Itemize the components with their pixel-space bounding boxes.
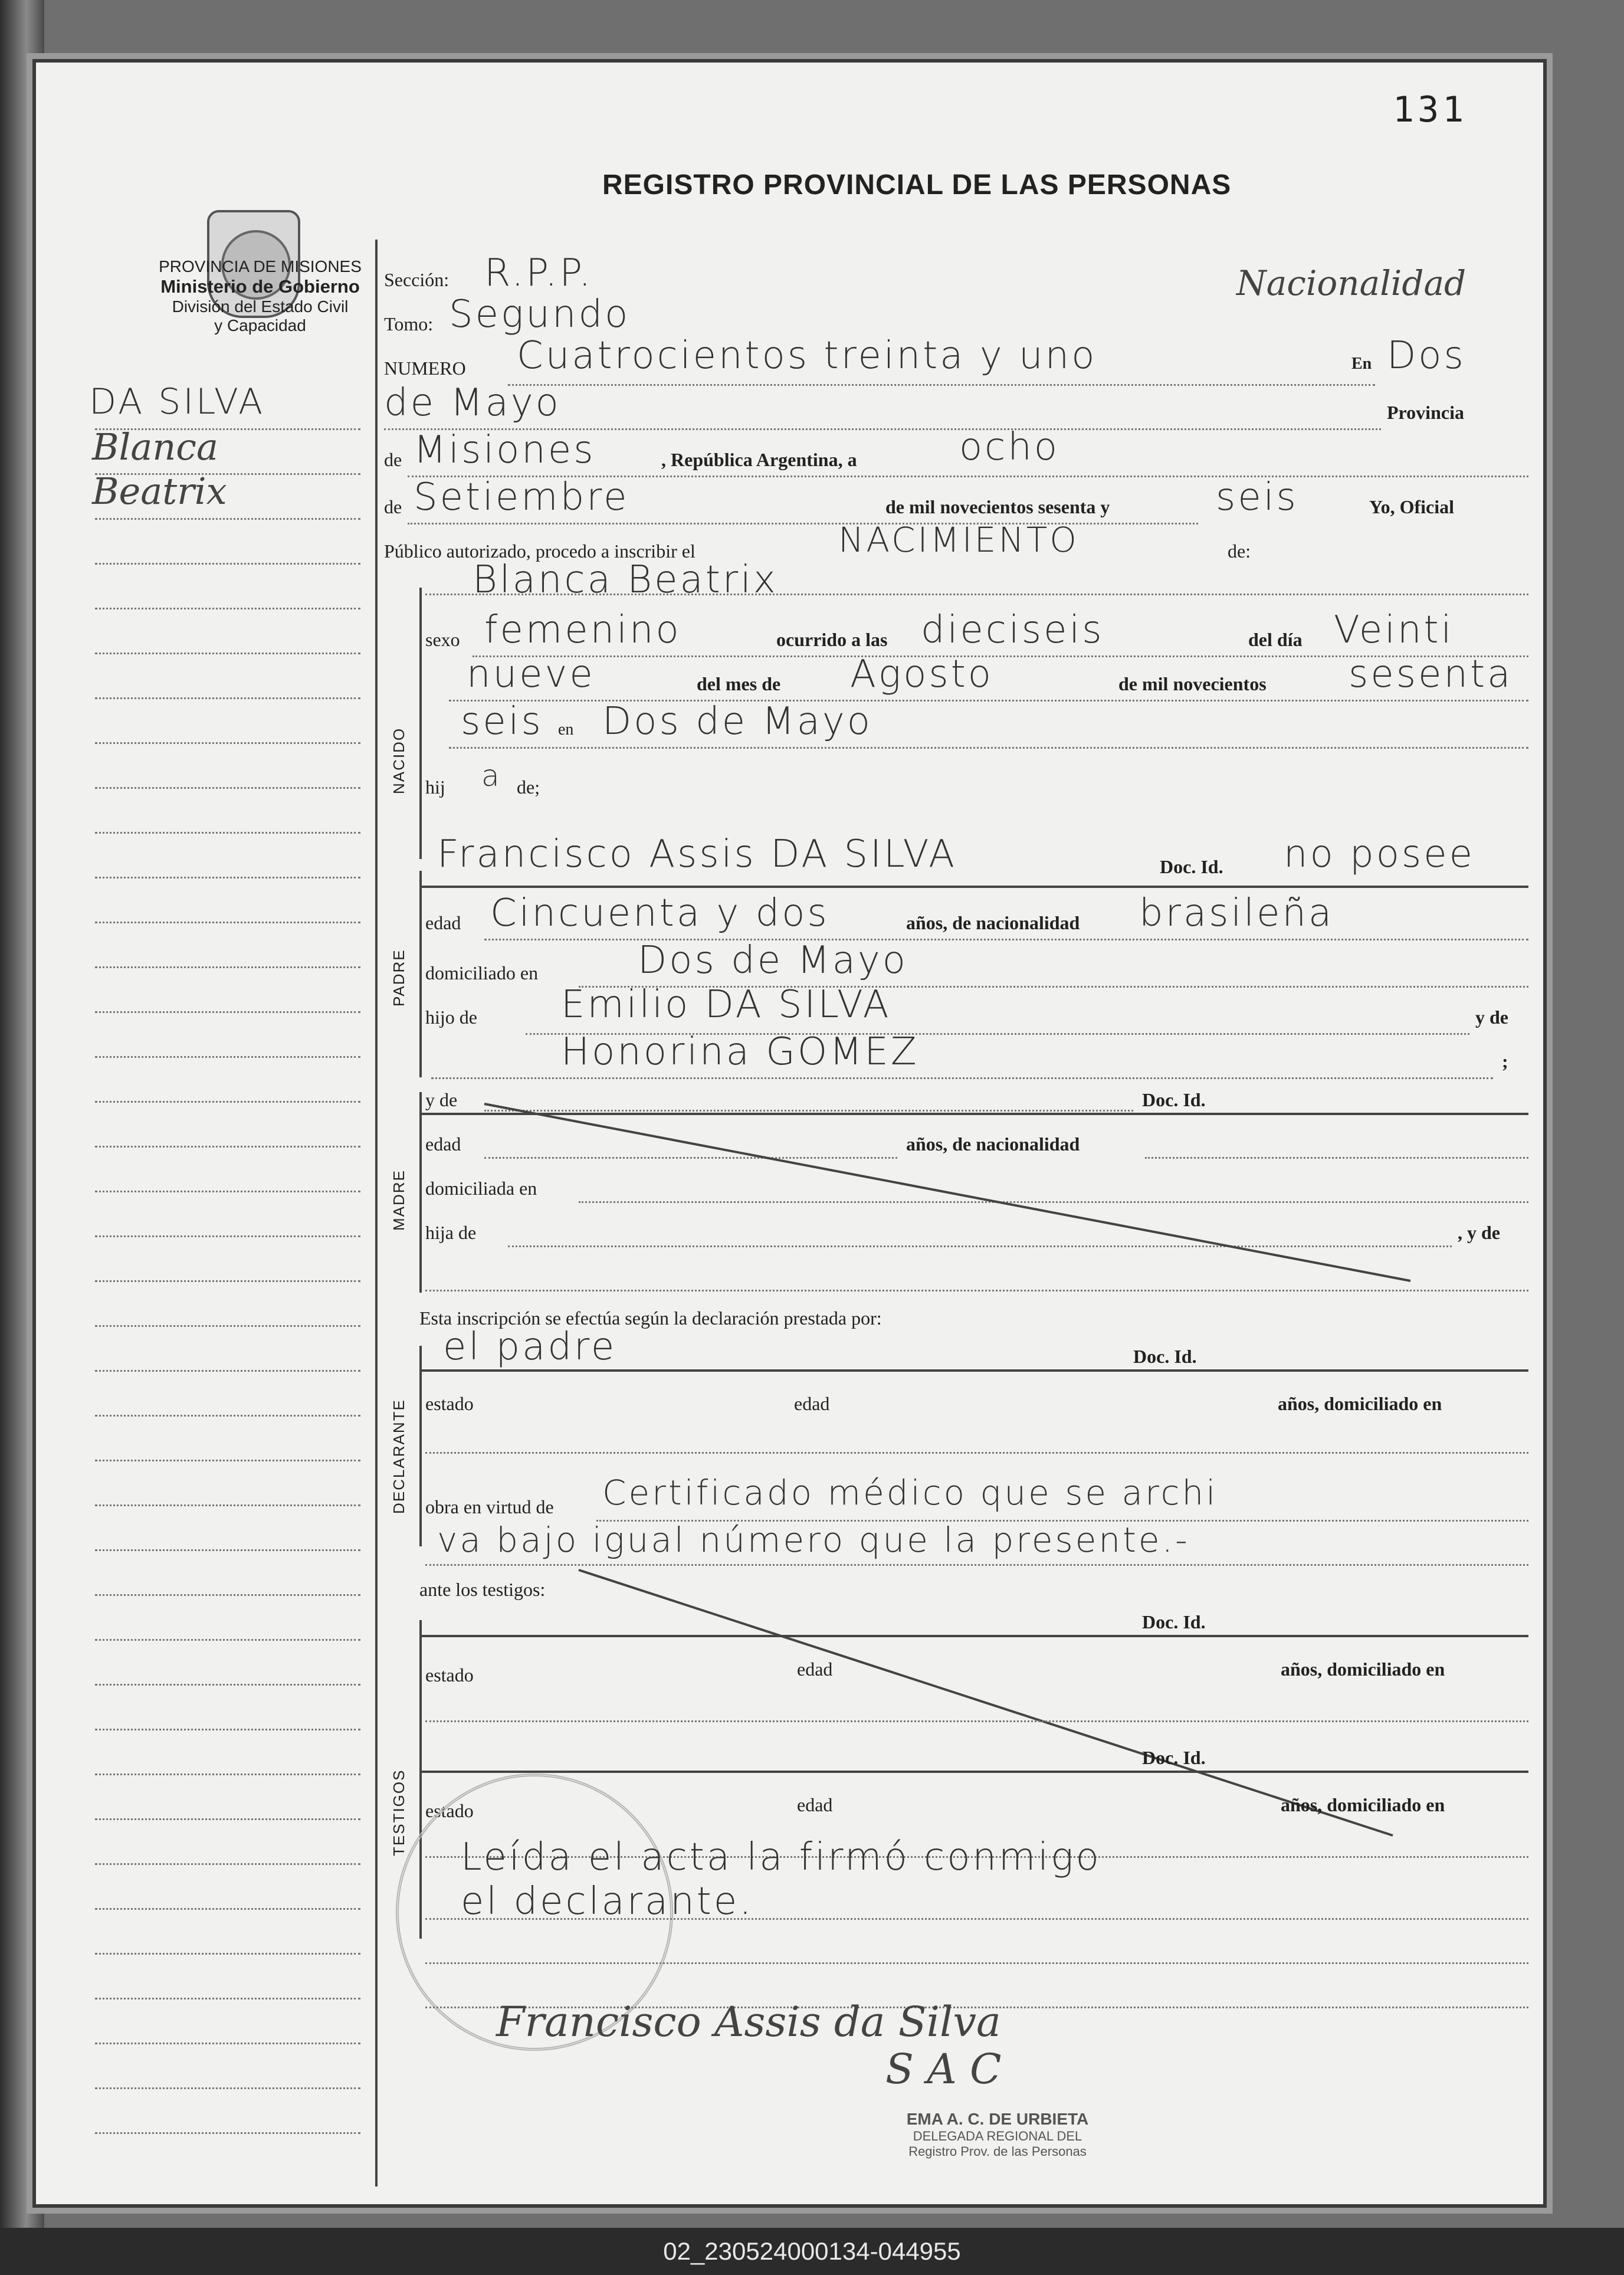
officer-registry: Registro Prov. de las Personas <box>908 2144 1087 2159</box>
label-inscripcion: Esta inscripción se efectúa según la declaración prestada por: <box>419 1307 882 1329</box>
value-mes-nac: Agosto <box>850 653 993 696</box>
value-numero: Cuatrocientos treinta y uno <box>517 334 1097 378</box>
value-anio-nac-2: seis <box>461 700 543 743</box>
label-tomo: Tomo: <box>384 313 434 335</box>
value-padre-doc: no posee <box>1284 832 1475 876</box>
label-doc-id-madre: Doc. Id. <box>1142 1089 1206 1110</box>
page-number: 131 <box>1393 89 1468 130</box>
label-de-mil: de mil novecientos sesenta y <box>885 496 1110 517</box>
value-seccion: R.P.P. <box>484 251 593 295</box>
label-estado-testigo-1: estado <box>425 1664 474 1686</box>
rule-testigo-2 <box>419 1771 1528 1773</box>
label-yo-oficial: Yo, Oficial <box>1369 496 1454 517</box>
line-cierre <box>425 1918 1528 1920</box>
section-testigos: TESTIGOS <box>390 1769 408 1856</box>
label-hijo-de: hijo de <box>425 1007 477 1028</box>
value-sexo: femenino <box>484 608 681 652</box>
value-lugar: de Mayo <box>384 381 561 425</box>
registry-page <box>32 59 1547 2208</box>
label-domiciliado: domiciliado en <box>425 962 539 984</box>
label-hij: hij <box>425 776 445 798</box>
label-edad-testigo-2: edad <box>797 1794 833 1815</box>
officer-title: DELEGADA REGIONAL DEL <box>913 2129 1082 2143</box>
label-obra: obra en virtud de <box>425 1496 554 1517</box>
header-division-1: División del Estado Civil <box>172 297 349 316</box>
value-anio-nac-1: sesenta <box>1349 653 1513 696</box>
header-ministry: Ministerio de Gobierno <box>160 276 360 297</box>
value-hora: dieciseis <box>921 608 1104 652</box>
section-declarante: DECLARANTE <box>390 1399 408 1514</box>
value-padre-edad: Cincuenta y dos <box>490 891 829 935</box>
label-anos-nac-madre: años, de nacionalidad <box>906 1133 1080 1155</box>
label-edad-madre: edad <box>425 1133 461 1155</box>
label-numero: NUMERO <box>384 358 466 379</box>
strike-lines <box>36 63 1543 2204</box>
line-cierre-2 <box>425 1962 1528 1964</box>
margin-name-1: Blanca <box>92 425 218 468</box>
section-madre: MADRE <box>390 1169 408 1231</box>
rule-declarante <box>419 1369 1528 1372</box>
page-title: REGISTRO PROVINCIAL DE LAS PERSONAS <box>602 169 1232 201</box>
value-mes: Setiembre <box>414 476 629 519</box>
value-padre-dom: Dos de Mayo <box>638 939 908 982</box>
value-cierre-1: Leída el acta la firmó conmigo <box>461 1835 1101 1879</box>
label-seccion: Sección: <box>384 269 450 290</box>
rule-testigo-1 <box>419 1635 1528 1637</box>
label-doc-id-testigo-1: Doc. Id. <box>1142 1611 1206 1633</box>
label-republica: , República Argentina, a <box>661 449 857 470</box>
label-hija-de: hija de <box>425 1222 477 1243</box>
label-anos-dom-declarante: años, domiciliado en <box>1278 1393 1442 1414</box>
value-abuela: Honorina GOMEZ <box>561 1030 919 1074</box>
margin-note: Nacionalidad <box>1236 263 1466 303</box>
header-division-2: y Capacidad <box>214 316 306 335</box>
label-anos-dom-testigo-1: años, domiciliado en <box>1281 1658 1445 1680</box>
label-edad-padre: edad <box>425 912 461 933</box>
footer-id: 02_230524000134-044955 <box>0 2228 1624 2275</box>
signature-oficial: S A C <box>885 2045 1002 2093</box>
margin-surname: DA SILVA <box>89 381 265 422</box>
label-estado-declarante: estado <box>425 1393 474 1414</box>
label-domiciliada: domiciliada en <box>425 1178 537 1199</box>
section-padre: PADRE <box>390 949 408 1007</box>
label-y-de-madre: y de <box>425 1089 458 1110</box>
value-padre: Francisco Assis DA SILVA <box>437 832 957 876</box>
value-en: Dos <box>1387 334 1466 378</box>
value-dia: ocho <box>959 425 1060 469</box>
value-acto: NACIMIENTO <box>838 520 1079 560</box>
value-hij: a <box>481 759 502 793</box>
value-obra-1: Certificado médico que se archi <box>602 1473 1218 1513</box>
value-cierre-2: el declarante. <box>461 1880 754 1923</box>
section-nacido: NACIDO <box>390 727 408 794</box>
value-padre-nac: brasileña <box>1139 891 1334 935</box>
label-doc-id-declarante: Doc. Id. <box>1133 1346 1197 1367</box>
value-obra-2: va bajo igual número que la presente.- <box>437 1520 1190 1560</box>
label-de-colon: de: <box>1228 540 1251 562</box>
declarante-bracket <box>419 1346 422 1546</box>
line-obra-2 <box>425 1564 1528 1566</box>
value-nombre: Blanca Beatrix <box>473 558 778 602</box>
officer-name: EMA A. C. DE URBIETA <box>906 2110 1089 2128</box>
value-abuelo: Emilio DA SILVA <box>561 983 891 1027</box>
label-doc-id-testigo-2: Doc. Id. <box>1142 1747 1206 1768</box>
label-anos-nac-padre: años, de nacionalidad <box>906 912 1080 933</box>
value-declarante: el padre <box>443 1325 617 1369</box>
value-dia-nac-2: nueve <box>467 653 595 696</box>
value-tomo: Segundo <box>449 293 631 336</box>
label-estado-testigo-2: estado <box>425 1800 474 1821</box>
label-en: En <box>1351 355 1372 373</box>
header-province: PROVINCIA DE MISIONES <box>159 257 362 276</box>
line-testigo-1 <box>425 1720 1528 1722</box>
value-dia-nac-1: Veinti <box>1334 608 1454 652</box>
margin-name-2: Beatrix <box>92 470 227 513</box>
value-anio: seis <box>1216 476 1298 519</box>
line-estado-declarante <box>425 1452 1528 1454</box>
label-publico: Público autorizado, procedo a inscribir el <box>384 540 695 562</box>
value-lugar-nac: Dos de Mayo <box>602 700 872 743</box>
label-sexo: sexo <box>425 629 460 650</box>
label-de-2: de <box>384 496 402 517</box>
label-y-de-comma: , y de <box>1458 1222 1500 1243</box>
officer-stamp <box>874 2110 1121 2159</box>
signature-declarante: Francisco Assis da Silva <box>496 1998 1001 2046</box>
value-provincia: Misiones <box>414 428 596 472</box>
label-anos-dom-testigo-2: años, domiciliado en <box>1281 1794 1445 1815</box>
label-edad-declarante: edad <box>794 1393 830 1414</box>
label-edad-testigo-1: edad <box>797 1658 833 1680</box>
label-provincia: Provincia <box>1387 402 1464 423</box>
line-obra-1 <box>596 1520 1528 1522</box>
label-del-dia: del día <box>1248 629 1303 650</box>
label-ante: ante los testigos: <box>419 1579 546 1600</box>
label-y-de-padre: y de <box>1475 1007 1508 1028</box>
label-de-1: de <box>384 449 402 470</box>
label-semicolon: ; <box>1502 1051 1508 1072</box>
label-del-mes: del mes de <box>697 673 781 694</box>
label-de-semi: de; <box>517 776 540 798</box>
label-de-mil-nov: de mil novecientos <box>1118 673 1267 694</box>
label-ocurrido: ocurrido a las <box>776 629 888 650</box>
label-en-small: en <box>558 720 574 739</box>
label-doc-id-padre: Doc. Id. <box>1160 856 1223 877</box>
